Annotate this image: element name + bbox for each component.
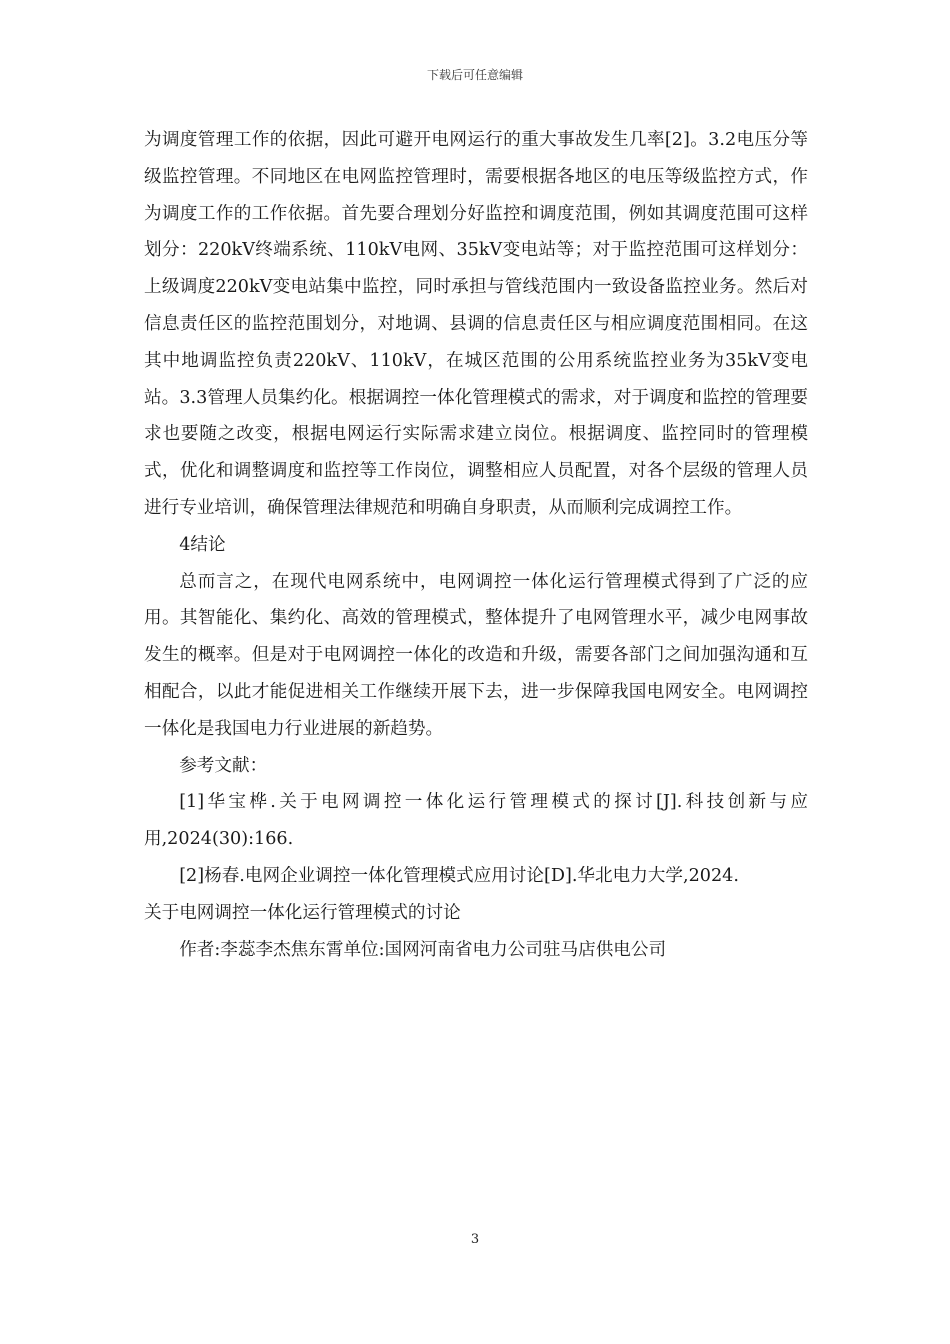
author-line: 作者:李蕊李杰焦东霄单位:国网河南省电力公司驻马店供电公司 [179, 939, 667, 960]
trailing-title: 关于电网调控一体化运行管理模式的讨论 [144, 902, 461, 923]
conclusion-paragraph: 总而言之，在现代电网系统中，电网调控一体化运行管理模式得到了广泛的应用。其智能化、集约化、高效的管理模式，整体提升了电网管理水平，减少电网事故发生的概率。但是对于电网调控一体化的改造和升级，需要各部门之间加强沟通和互相配合，以此才能促进相关工作继续开展下去，进一步保障我国电网安全。电网调控一体化是我国电力行业进展的新趋势。 [144, 571, 808, 739]
page-number: 3 [470, 1232, 480, 1247]
reference-item-2: [2]杨春.电网企业调控一体化管理模式应用讨论[D].华北电力大学,2024. [179, 865, 739, 886]
document-body [144, 122, 808, 968]
section-heading-conclusion: 4结论 [179, 534, 226, 555]
header-note: 下载后可任意编辑 [426, 68, 523, 82]
reference-item-1: [1]华宝桦.关于电网调控一体化运行管理模式的探讨[J].科技创新与应用,2024(30):166. [144, 792, 808, 850]
continued-paragraph: 为调度管理工作的依据，因此可避开电网运行的重大事故发生几率[2]。3.2电压分等级监控管理。不同地区在电网监控管理时，需要根据各地区的电压等级监控方式，作为调度工作的工作依据。首先要合理划分好监控和调度范围，例如其调度范围可这样划分：220kV终端系统、110kV电网、35kV变电站等；对于监控范围可这样划分：上级调度220kV变电站集中监控，同时承担与管线范围内一致设备监控业务。然后对信息责任区的监控范围划分，对地调、县调的信息责任区与相应调度范围相同。在这其中地调监控负责220kV、110kV，在城区范围的公用系统监控业务为35kV变电站。3.3管理人员集约化。根据调控一体化管理模式的需求，对于调度和监控的管理要求也要随之改变，根据电网运行实际需求建立岗位。根据调度、监控同时的管理模式，优化和调整调度和监控等工作岗位，调整相应人员配置，对各个层级的管理人员进行专业培训，确保管理法律规范和明确自身职责，从而顺利完成调控工作。 [144, 130, 808, 518]
references-heading: 参考文献： [179, 755, 268, 776]
